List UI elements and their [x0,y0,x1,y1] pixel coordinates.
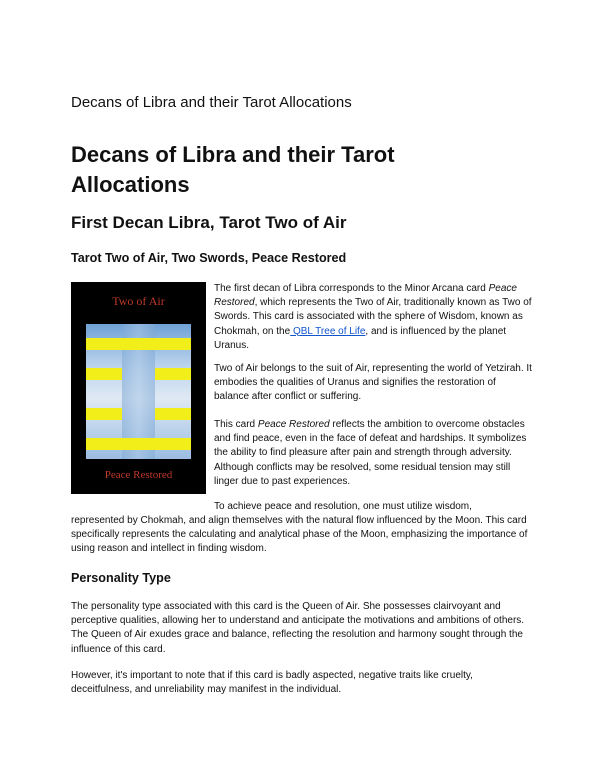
card-bar [86,408,122,420]
tarot-card-image [71,282,206,494]
card-bar [86,338,191,350]
card-title: Two of Air [112,294,165,308]
personality-heading: Personality Type [71,571,171,585]
paragraph-personality: The personality type associated with this card is the Queen of Air. She possesses clairvoyant and perceptive qualities, allowing her to understand and anticipate the motivations and ambitions of others. The Queen of Air exudes grace and balance, reflecting the resolution and harmony sought through the influence of this card. [71,601,525,655]
text-span: , and is influenced by the planet Uranus. [214,325,507,351]
paragraph-air: Two of Air belongs to the suit of Air, representing the world of Yetzirah. It embodies the qualities of Uranus and signifies the restoration of balance after conflict or suffering. [214,363,532,403]
card-bar [155,368,191,380]
article-title: Decans of Libra and their Tarot Allocations [71,142,395,197]
card-bar [155,408,191,420]
subheading: Tarot Two of Air, Two Swords, Peace Restored [71,251,347,265]
text-span: This card [214,419,258,430]
paragraph-aspect: However, it's important to note that if this card is badly aspected, negative traits like cruelty, deceitfulness, and unreliability may manifest in the individual. [71,670,473,696]
section-heading: First Decan Libra, Tarot Two of Air [71,213,347,232]
page-header-title: Decans of Libra and their Tarot Allocations [71,94,352,111]
paragraph-wisdom-line1: To achieve peace and resolution, one must utilize wisdom, [214,501,472,512]
text-span: reflects the ambition to overcome obstacles and find peace, even in the face of defeat and hardships. It symbolizes the ability to find pleasure after pain and strength through adversity. Although conflicts may be resolved, some residual tension may still linger due to past experiences. [214,419,527,487]
card-name-emphasis: Peace Restored [257,419,330,430]
paragraph-intro [214,282,532,353]
card-bar [86,368,122,380]
paragraph-peace [214,418,532,489]
text-span: The first decan of Libra corresponds to the Minor Arcana card [214,283,489,294]
card-name-emphasis: Peace Restored [214,283,517,309]
paragraph-wisdom: represented by Chokmah, and align themselves with the natural flow influenced by the Moon. This card specifically represents the calculating and analytical phase of the Moon, emphasizing the importance of using reason and intellect in finding wisdom. [71,515,528,555]
card-caption: Peace Restored [104,469,173,481]
card-bar [86,438,191,450]
qbl-tree-of-life-link[interactable]: QBL Tree of Life [290,325,366,337]
text-span: , which represents the Two of Air, traditionally known as Two of Swords. This card is associated with the sphere of Wisdom, known as Chokmah, on the [214,297,532,337]
